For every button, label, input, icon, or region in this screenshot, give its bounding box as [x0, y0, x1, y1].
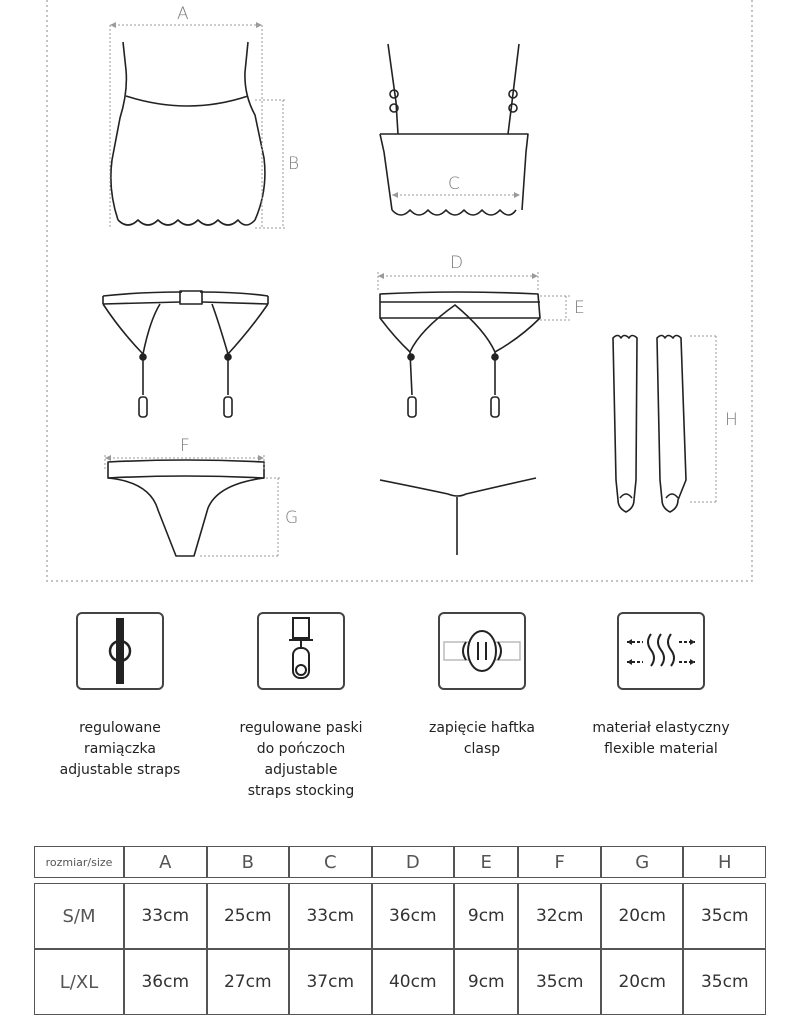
garter-belt-back-drawing: [380, 292, 540, 417]
column-header-e: E: [454, 846, 518, 878]
feature-clasp: [387, 612, 577, 760]
column-header-d: D: [372, 846, 455, 878]
size-table-corner-label: rozmiar/size: [34, 846, 124, 878]
thong-front-drawing: [108, 460, 264, 556]
dimension-label-g: G: [285, 508, 299, 528]
dimension-label-h: H: [725, 410, 738, 430]
feature-text-line: adjustable: [264, 762, 338, 778]
table-cell: 20cm: [601, 949, 684, 1015]
table-cell: 9cm: [454, 949, 518, 1015]
table-cell: 33cm: [289, 883, 372, 949]
feature-text-line: clasp: [463, 741, 501, 757]
feature-stocking-straps: [206, 612, 396, 802]
dimension-label-e: E: [574, 298, 585, 318]
column-header-h: H: [683, 846, 766, 878]
stockings-drawing: [613, 336, 686, 513]
dimension-label-b: B: [288, 154, 300, 174]
table-row: [34, 949, 766, 1015]
feature-text-line: ramiączka: [84, 741, 156, 757]
table-row: [34, 883, 766, 949]
table-cell: 35cm: [683, 949, 766, 1015]
table-cell: 36cm: [124, 949, 207, 1015]
feature-text-line: adjustable straps: [59, 762, 181, 778]
table-cell: 35cm: [518, 949, 601, 1015]
dimension-label-a: A: [177, 4, 189, 24]
garter-belt-front-drawing: [103, 291, 268, 417]
size-label: S/M: [34, 883, 124, 949]
table-cell: 36cm: [372, 883, 455, 949]
clasp-icon: [438, 612, 526, 690]
column-header-g: G: [601, 846, 684, 878]
feature-text-line: flexible material: [604, 741, 718, 757]
table-cell: 33cm: [124, 883, 207, 949]
table-cell: 20cm: [601, 883, 684, 949]
feature-adjustable-straps: [25, 612, 215, 781]
thong-back-drawing: [380, 478, 536, 555]
top-front-drawing: [111, 42, 265, 225]
table-cell: 35cm: [683, 883, 766, 949]
column-header-a: A: [124, 846, 207, 878]
table-cell: 27cm: [207, 949, 290, 1015]
dotted-frame: [47, 0, 752, 581]
feature-text-line: zapięcie haftka: [428, 720, 536, 736]
table-cell: 40cm: [372, 949, 455, 1015]
column-header-c: C: [289, 846, 372, 878]
table-cell: 9cm: [454, 883, 518, 949]
table-cell: 37cm: [289, 949, 372, 1015]
dimension-label-d: D: [450, 253, 464, 273]
dimension-label-f: F: [180, 436, 190, 456]
feature-text-line: straps stocking: [247, 783, 355, 799]
column-header-b: B: [207, 846, 290, 878]
adjustable-strap-icon: [76, 612, 164, 690]
feature-text-line: do pończoch: [256, 741, 346, 757]
table-cell: 25cm: [207, 883, 290, 949]
feature-text-line: regulowane: [79, 720, 161, 736]
column-header-f: F: [518, 846, 601, 878]
size-table-header: [34, 846, 766, 878]
feature-text-line: regulowane paski: [239, 720, 363, 736]
table-cell: 32cm: [518, 883, 601, 949]
flexible-material-icon: [617, 612, 705, 690]
dimension-label-c: C: [448, 174, 460, 194]
size-table: [34, 846, 766, 1015]
feature-flexible-material: [566, 612, 756, 760]
size-label: L/XL: [34, 949, 124, 1015]
stocking-strap-icon: [257, 612, 345, 690]
feature-text-line: materiał elastyczny: [592, 720, 730, 736]
